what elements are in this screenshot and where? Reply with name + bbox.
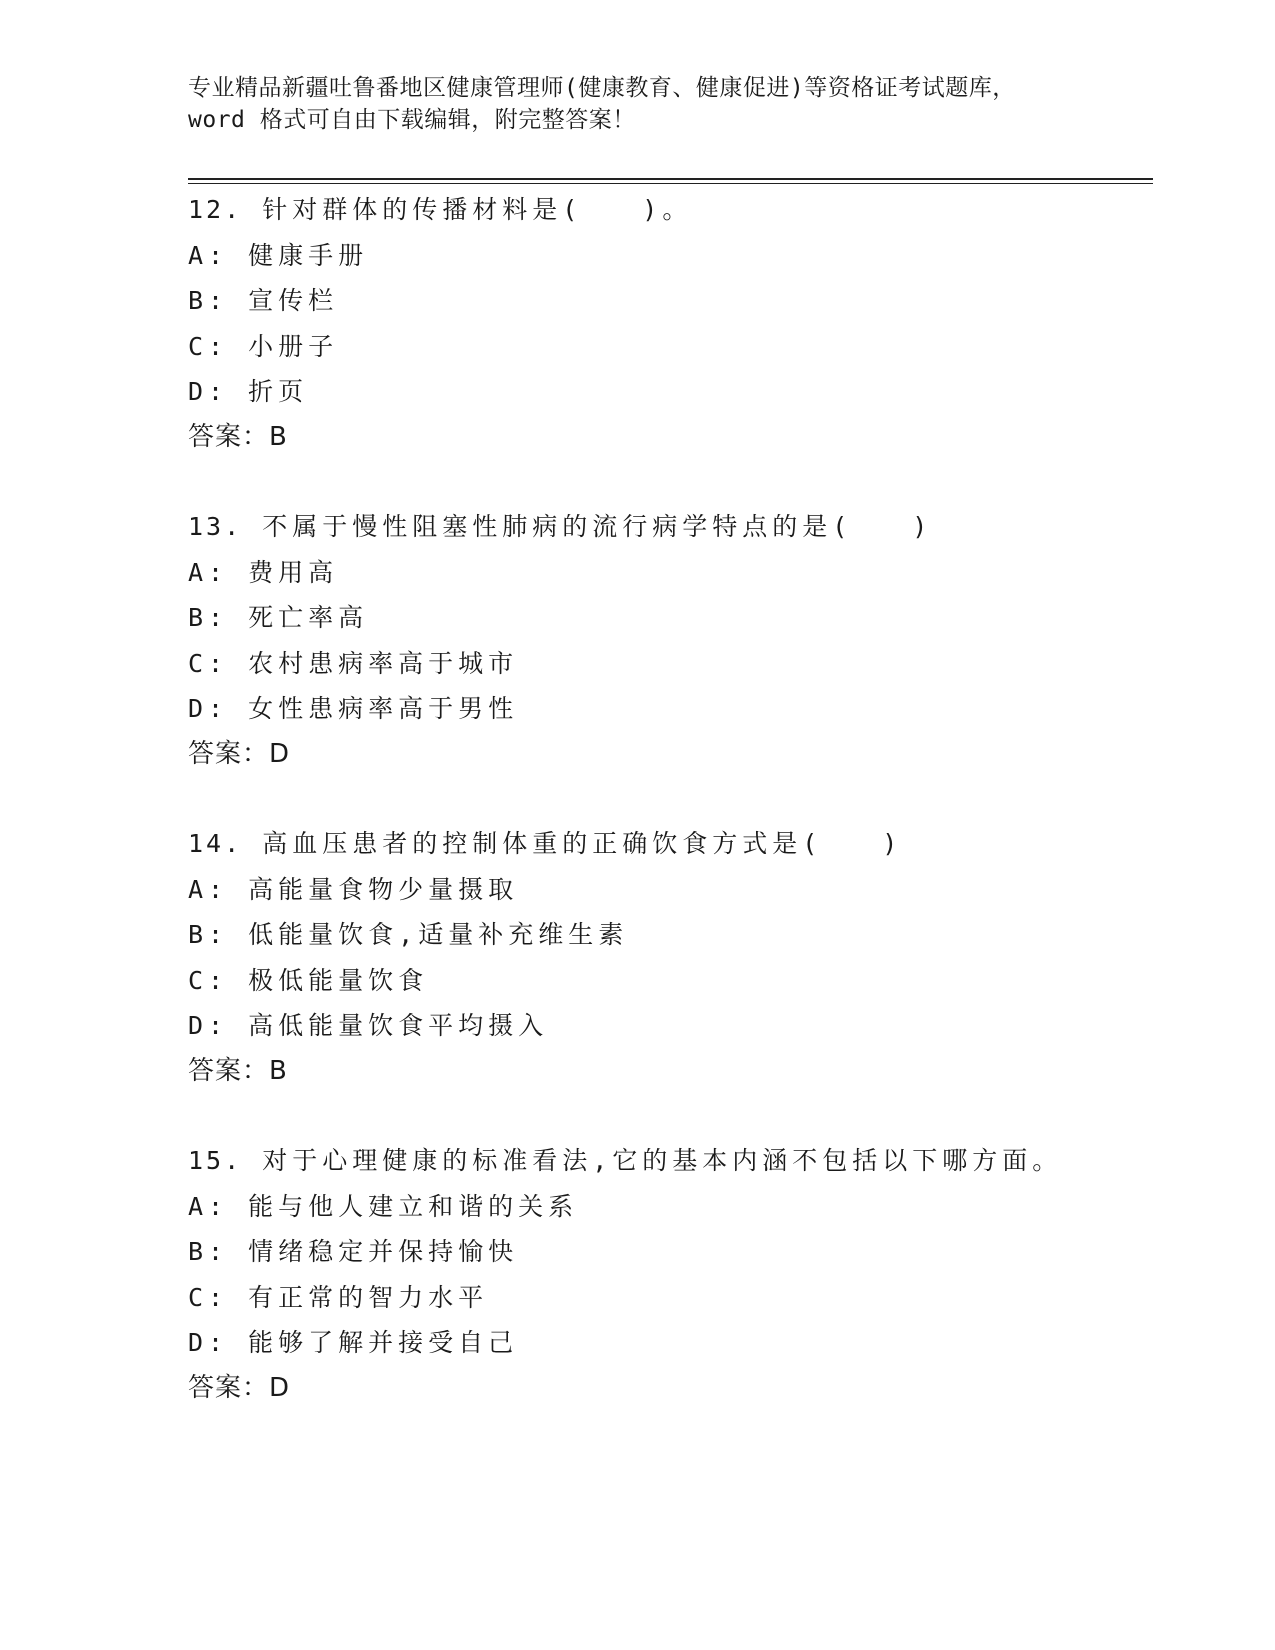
answer-line: 答案：D (188, 738, 291, 769)
question-stem (188, 504, 1148, 550)
option-text: 小册子 (248, 331, 339, 361)
option-c (188, 958, 1148, 1004)
option-text: 费用高 (248, 557, 339, 587)
question-15 (188, 1138, 1148, 1411)
question-13 (188, 504, 1148, 777)
answer-line: 答案：D (188, 1372, 291, 1403)
option-c (188, 1275, 1148, 1321)
question-number: 15. (188, 1146, 243, 1175)
option-text: 农村患病率高于城市 (248, 648, 519, 678)
question-number: 12. (188, 195, 243, 224)
option-a (188, 550, 1148, 596)
option-key: A: (188, 874, 229, 904)
option-key: D: (188, 694, 229, 723)
option-text: 死亡率高 (248, 603, 369, 632)
option-b (188, 1229, 1148, 1275)
option-key: B: (188, 1237, 229, 1266)
answer-line: 答案：B (188, 1055, 288, 1086)
option-text: 高低能量饮食平均摄入 (248, 1011, 549, 1040)
question-stem (188, 1138, 1148, 1184)
option-d (188, 369, 1148, 415)
option-key: B: (188, 920, 229, 949)
option-key: C: (188, 1282, 229, 1312)
option-d (188, 1003, 1148, 1049)
option-key: D: (188, 1328, 229, 1357)
option-a (188, 867, 1148, 913)
option-d (188, 686, 1148, 732)
option-text: 健康手册 (248, 240, 369, 270)
option-key: C: (188, 965, 229, 995)
header-line-1: 专业精品新疆吐鲁番地区健康管理师(健康教育、健康促进)等资格证考试题库， (188, 75, 1016, 101)
option-key: B: (188, 603, 229, 632)
question-stem (188, 821, 1148, 867)
option-c (188, 324, 1148, 370)
option-text: 情绪稳定并保持愉快 (248, 1237, 519, 1266)
option-text: 宣传栏 (248, 286, 339, 315)
question-14 (188, 821, 1148, 1094)
question-stem (188, 187, 1148, 233)
option-text: 有正常的智力水平 (248, 1282, 489, 1312)
option-key: A: (188, 557, 229, 587)
option-b (188, 278, 1148, 324)
option-a (188, 233, 1148, 279)
option-key: D: (188, 1011, 229, 1040)
question-number: 14. (188, 829, 243, 858)
option-key: C: (188, 331, 229, 361)
option-text: 低能量饮食,适量补充维生素 (248, 920, 629, 949)
option-b (188, 912, 1148, 958)
option-key: A: (188, 240, 229, 270)
header-divider-thick (188, 178, 1153, 180)
question-12 (188, 187, 1148, 460)
option-text: 极低能量饮食 (248, 965, 429, 995)
header-line-2: word 格式可自由下载编辑，附完整答案！ (188, 107, 636, 133)
document-header (188, 72, 1088, 136)
question-text: 高血压患者的控制体重的正确饮食方式是( ) (262, 829, 903, 858)
option-d (188, 1320, 1148, 1366)
option-key: B: (188, 286, 229, 315)
option-key: C: (188, 648, 229, 678)
option-text: 高能量食物少量摄取 (248, 874, 519, 904)
option-text: 折页 (248, 377, 309, 406)
question-text: 不属于慢性阻塞性肺病的流行病学特点的是( ) (262, 512, 933, 541)
answer-line: 答案：B (188, 421, 288, 452)
option-key: A: (188, 1191, 229, 1221)
question-text: 对于心理健康的标准看法,它的基本内涵不包括以下哪方面。 (262, 1146, 1063, 1175)
option-key: D: (188, 377, 229, 406)
option-text: 能够了解并接受自己 (248, 1328, 519, 1357)
option-text: 女性患病率高于男性 (248, 694, 519, 723)
header-divider-thin (188, 183, 1153, 184)
question-number: 13. (188, 512, 243, 541)
option-text: 能与他人建立和谐的关系 (248, 1191, 579, 1221)
option-b (188, 595, 1148, 641)
question-text: 针对群体的传播材料是( )。 (262, 195, 693, 224)
option-c (188, 641, 1148, 687)
option-a (188, 1184, 1148, 1230)
